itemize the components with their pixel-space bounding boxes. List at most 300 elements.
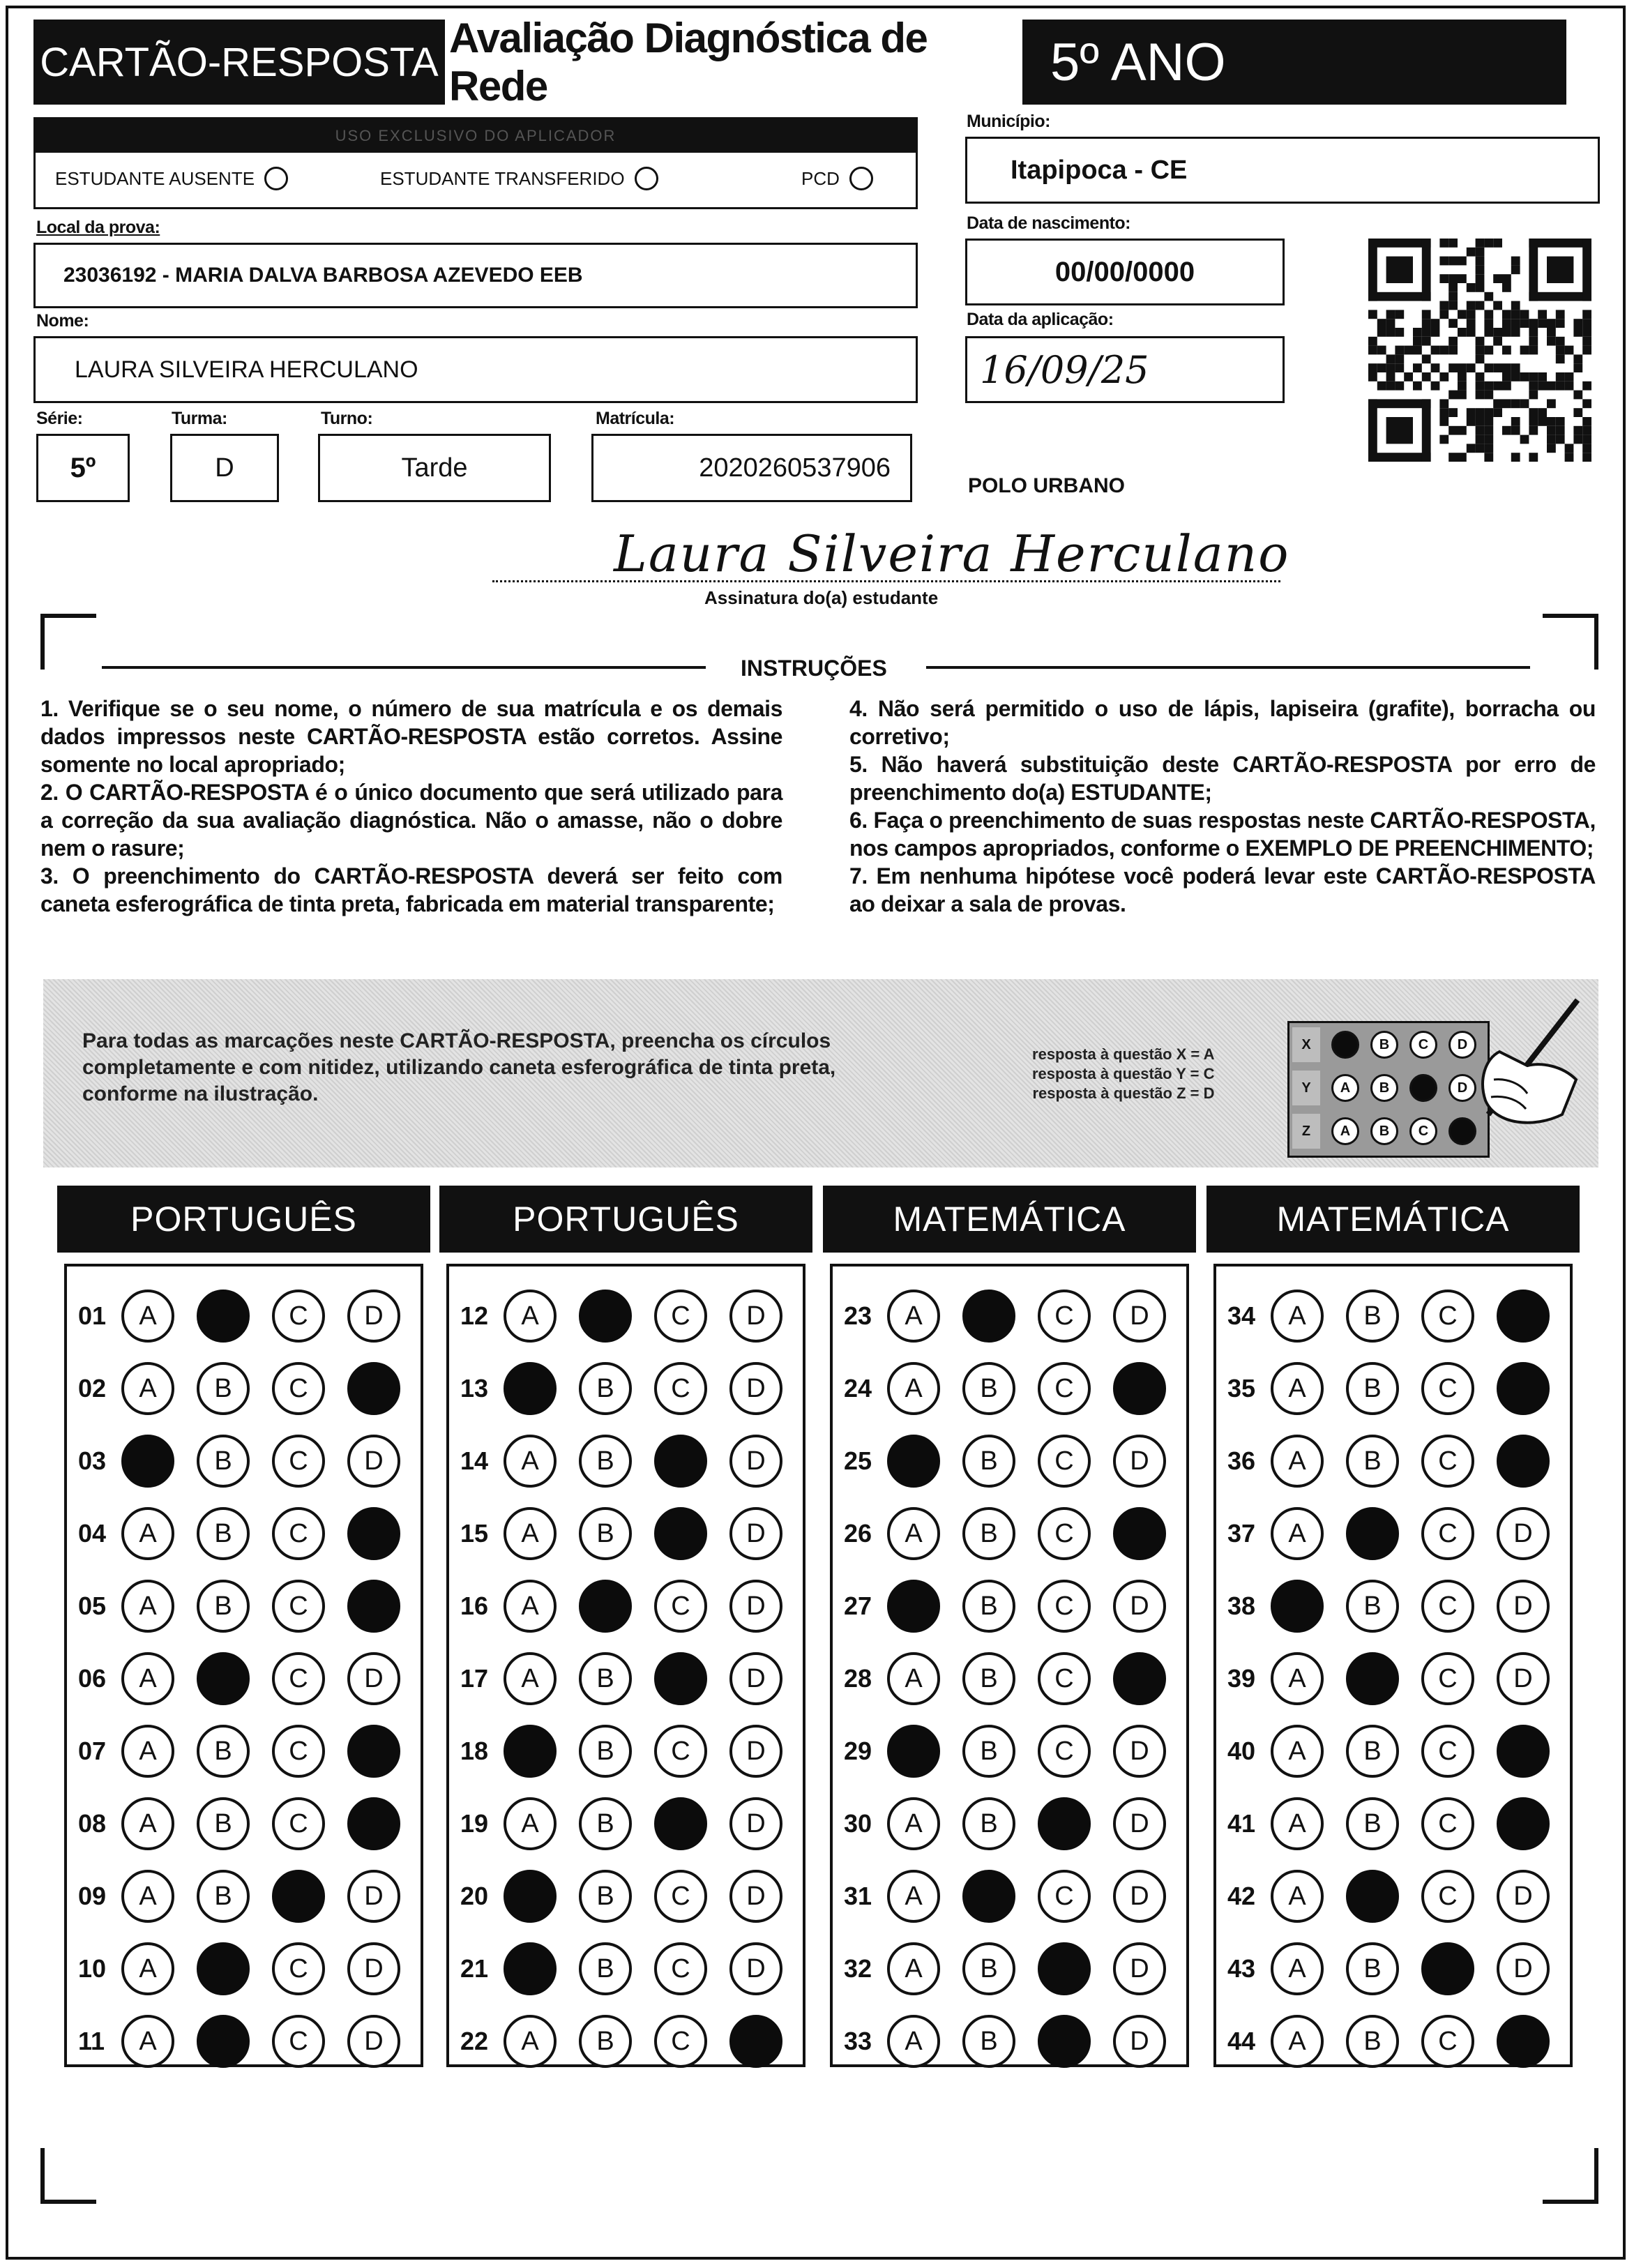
example-legend-x: resposta à questão X = A [1032, 1045, 1215, 1063]
question-row [460, 1792, 805, 1855]
answer-bubble-c[interactable] [1038, 2015, 1091, 2068]
question-number: 43 [1227, 1954, 1256, 1983]
grade-title: 5º ANO [1050, 32, 1226, 92]
answer-bubble-c[interactable]: C [1421, 1435, 1474, 1488]
answer-bubble-d[interactable]: D [729, 1435, 782, 1488]
answer-bubble-c[interactable]: C [272, 1507, 325, 1560]
answer-bubble-c[interactable]: C [272, 1942, 325, 1995]
answer-bubble-c[interactable]: C [654, 1725, 707, 1778]
answer-bubble-b[interactable] [197, 1942, 250, 1995]
answer-bubble-d[interactable]: D [1497, 1870, 1550, 1923]
answer-bubble-d[interactable] [1497, 1435, 1550, 1488]
local-field [33, 243, 918, 308]
answer-bubble-d[interactable]: D [729, 1870, 782, 1923]
answer-bubble-d[interactable]: D [347, 1290, 400, 1343]
answer-bubble-d[interactable]: D [347, 1652, 400, 1705]
answer-bubble-d[interactable]: D [1113, 1725, 1166, 1778]
nome-label: Nome: [36, 311, 89, 331]
answer-bubble-a[interactable] [887, 1435, 940, 1488]
nome-value: LAURA SILVEIRA HERCULANO [75, 356, 418, 383]
instruction-4: 4. Não será permitido o uso de lápis, lapiseira (grafite), borracha ou corretivo; [849, 696, 1596, 749]
answer-bubble-c[interactable]: C [1038, 1507, 1091, 1560]
qr-code-icon [1368, 239, 1591, 462]
question-number: 42 [1227, 1882, 1256, 1910]
option-transferred[interactable] [380, 167, 658, 190]
answer-bubble-c[interactable]: C [272, 1290, 325, 1343]
question-number: 09 [78, 1882, 107, 1910]
answer-bubble-a[interactable]: A [504, 1435, 557, 1488]
question-number: 10 [78, 1954, 107, 1983]
answer-bubble-c[interactable] [654, 1652, 707, 1705]
answer-bubble-a[interactable]: A [121, 1580, 174, 1633]
answer-bubble-a[interactable]: A [121, 1362, 174, 1415]
aplicacao-field [965, 336, 1285, 403]
answer-bubble-d[interactable]: D [729, 1797, 782, 1850]
answer-bubble-d[interactable]: D [729, 1290, 782, 1343]
answer-bubble-a[interactable]: A [1271, 1942, 1324, 1995]
question-number: 20 [460, 1882, 489, 1910]
subject-header-2: PORTUGUÊS [439, 1186, 812, 1253]
answer-bubble-b[interactable]: B [579, 1652, 632, 1705]
answer-bubble-b[interactable]: B [1346, 1797, 1399, 1850]
answer-bubble-c[interactable]: C [1421, 1652, 1474, 1705]
answer-bubble-b[interactable]: B [1346, 2015, 1399, 2068]
answer-bubble-d[interactable] [347, 1362, 400, 1415]
example-bubble-a: A [1331, 1074, 1359, 1102]
answer-bubble-b[interactable]: B [197, 1580, 250, 1633]
answer-bubble-a[interactable]: A [504, 1797, 557, 1850]
answer-bubble-c[interactable]: C [272, 1435, 325, 1488]
subject-header-1: PORTUGUÊS [57, 1186, 430, 1253]
option-pcd[interactable] [801, 167, 873, 190]
example-bubble-a: A [1331, 1117, 1359, 1145]
question-row [1227, 1792, 1572, 1855]
answer-bubble-a[interactable] [504, 1870, 557, 1923]
question-row [844, 1285, 1188, 1347]
question-row [844, 1647, 1188, 1710]
question-row [844, 1865, 1188, 1928]
answer-bubble-a[interactable] [504, 1362, 557, 1415]
answer-bubble-d[interactable]: D [1113, 1435, 1166, 1488]
answer-bubble-a[interactable]: A [1271, 1362, 1324, 1415]
answer-bubble-b[interactable]: B [197, 1362, 250, 1415]
answer-bubble-a[interactable]: A [1271, 1652, 1324, 1705]
municipio-value: Itapipoca - CE [1011, 155, 1188, 185]
example-row-label: Z [1292, 1114, 1320, 1149]
option-absent-circle[interactable] [264, 167, 288, 190]
question-number: 15 [460, 1519, 489, 1548]
municipio-label: Município: [967, 112, 1050, 131]
answer-bubble-d[interactable]: D [1497, 1942, 1550, 1995]
answer-bubble-c[interactable]: C [1038, 1290, 1091, 1343]
example-bubble-b: B [1370, 1117, 1398, 1145]
question-row [1227, 1502, 1572, 1565]
answer-bubble-b[interactable] [1346, 1870, 1399, 1923]
answer-bubble-b[interactable]: B [1346, 1580, 1399, 1633]
question-number: 04 [78, 1519, 107, 1548]
answer-bubble-a[interactable]: A [887, 1797, 940, 1850]
answer-bubble-c[interactable]: C [654, 1942, 707, 1995]
nascimento-label: Data de nascimento: [967, 213, 1131, 233]
example-bubble-c: C [1409, 1031, 1437, 1059]
answer-bubble-c[interactable]: C [272, 1725, 325, 1778]
question-row [460, 1285, 805, 1347]
answer-bubble-d[interactable] [1497, 1290, 1550, 1343]
question-number: 18 [460, 1737, 489, 1765]
instruction-1: 1. Verifique se o seu nome, o número de sua matrícula e os demais dados impressos neste CARTÃO-RESPOSTA estão corretos. Assine somente no local apropriado; [40, 696, 782, 777]
answer-bubble-b[interactable]: B [962, 1507, 1015, 1560]
answer-bubble-c[interactable]: C [654, 2015, 707, 2068]
answer-bubble-a[interactable]: A [121, 1725, 174, 1778]
instructions-title: INSTRUÇÕES [741, 656, 887, 681]
question-row [78, 1937, 423, 2000]
answer-bubble-d[interactable]: D [1113, 2015, 1166, 2068]
answer-bubble-b[interactable]: B [579, 1362, 632, 1415]
corner-mark-bottom-left [40, 2148, 96, 2204]
question-number: 26 [844, 1519, 872, 1548]
corner-mark-bottom-right [1543, 2148, 1598, 2204]
answer-bubble-c[interactable]: C [272, 1580, 325, 1633]
answer-bubble-b[interactable] [197, 1290, 250, 1343]
question-number: 36 [1227, 1446, 1256, 1475]
question-row [844, 1502, 1188, 1565]
answer-bubble-a[interactable]: A [887, 1290, 940, 1343]
question-number: 08 [78, 1809, 107, 1838]
answer-bubble-d[interactable]: D [347, 2015, 400, 2068]
answer-bubble-d[interactable]: D [1113, 1870, 1166, 1923]
answer-bubble-d[interactable]: D [1113, 1580, 1166, 1633]
answer-bubble-a[interactable] [1271, 1580, 1324, 1633]
answer-bubble-d[interactable]: D [1497, 1507, 1550, 1560]
question-row [78, 1357, 423, 1420]
question-number: 19 [460, 1809, 489, 1838]
question-number: 24 [844, 1374, 872, 1403]
answer-bubble-b[interactable]: B [579, 1942, 632, 1995]
answer-bubble-d[interactable] [1497, 1797, 1550, 1850]
answer-bubble-a[interactable]: A [1271, 1435, 1324, 1488]
turno-label: Turno: [321, 409, 373, 428]
answer-bubble-a[interactable]: A [887, 1652, 940, 1705]
answer-bubble-d[interactable]: D [347, 1870, 400, 1923]
answer-bubble-c[interactable]: C [1421, 1797, 1474, 1850]
card-title-block [33, 20, 445, 105]
signature-label: Assinatura do(a) estudante [704, 587, 939, 608]
question-row [1227, 1575, 1572, 1638]
question-number: 30 [844, 1809, 872, 1838]
option-transferred-circle[interactable] [635, 167, 658, 190]
answer-bubble-d[interactable]: D [729, 1652, 782, 1705]
answer-bubble-c[interactable]: C [654, 1580, 707, 1633]
answer-bubble-d[interactable] [1497, 1362, 1550, 1415]
answer-bubble-a[interactable]: A [504, 1580, 557, 1633]
example-legend-z: resposta à questão Z = D [1032, 1084, 1215, 1102]
answer-bubble-c[interactable]: C [1038, 1725, 1091, 1778]
answer-bubble-b[interactable]: B [197, 1870, 250, 1923]
question-row [78, 1865, 423, 1928]
answer-bubble-c[interactable]: C [1421, 2015, 1474, 2068]
answer-bubble-c[interactable]: C [1038, 1580, 1091, 1633]
answer-bubble-a[interactable]: A [504, 1652, 557, 1705]
question-number: 25 [844, 1446, 872, 1475]
answer-bubble-b[interactable]: B [962, 1942, 1015, 1995]
answer-bubble-d[interactable]: D [1113, 1942, 1166, 1995]
question-row [1227, 1430, 1572, 1492]
serie-value: 5º [70, 452, 96, 483]
answer-bubble-c[interactable]: C [1038, 1435, 1091, 1488]
option-pcd-circle[interactable] [849, 167, 873, 190]
question-number: 02 [78, 1374, 107, 1403]
option-absent[interactable] [55, 167, 288, 190]
instruction-2: 2. O CARTÃO-RESPOSTA é o único documento que será utilizado para a correção da sua avaliação diagnóstica. Não o amasse, não o dobre nem o rasure; [40, 780, 782, 861]
applicator-title: USO EXCLUSIVO DO APLICADOR [335, 127, 616, 144]
answer-bubble-b[interactable] [579, 1580, 632, 1633]
question-row [844, 1937, 1188, 2000]
question-number: 12 [460, 1301, 489, 1330]
answer-bubble-b[interactable]: B [197, 1797, 250, 1850]
turma-value: D [215, 453, 234, 483]
answer-bubble-d[interactable]: D [729, 1362, 782, 1415]
matricula-field [591, 434, 912, 502]
answer-bubble-d[interactable] [729, 2015, 782, 2068]
question-row [460, 1502, 805, 1565]
answer-bubble-a[interactable]: A [121, 1870, 174, 1923]
answer-bubble-d[interactable] [1113, 1652, 1166, 1705]
question-row [844, 1430, 1188, 1492]
question-number: 17 [460, 1664, 489, 1693]
question-number: 01 [78, 1301, 107, 1330]
answer-bubble-d[interactable] [347, 1725, 400, 1778]
answer-bubble-b[interactable]: B [197, 1435, 250, 1488]
question-number: 11 [78, 2027, 105, 2055]
answer-bubble-b[interactable] [1346, 1652, 1399, 1705]
question-number: 03 [78, 1446, 107, 1475]
answer-bubble-b[interactable]: B [579, 1797, 632, 1850]
question-number: 32 [844, 1954, 872, 1983]
answer-bubble-a[interactable]: A [887, 1362, 940, 1415]
answer-bubble-d[interactable] [1497, 2015, 1550, 2068]
answer-bubble-b[interactable]: B [197, 1507, 250, 1560]
answer-bubble-c[interactable] [654, 1507, 707, 1560]
instructions-rule-right [926, 666, 1530, 669]
answer-bubble-c[interactable]: C [1421, 1580, 1474, 1633]
answer-bubble-b[interactable]: B [962, 1725, 1015, 1778]
answer-bubble-a[interactable]: A [887, 2015, 940, 2068]
answer-bubble-a[interactable]: A [504, 1507, 557, 1560]
answer-bubble-a[interactable] [887, 1580, 940, 1633]
nome-field [33, 336, 918, 403]
question-row [460, 1720, 805, 1783]
exam-title: Avaliação Diagnóstica de Rede [449, 15, 928, 109]
answer-bubble-b[interactable]: B [579, 2015, 632, 2068]
answer-bubble-a[interactable]: A [887, 1507, 940, 1560]
answer-bubble-c[interactable]: C [654, 1870, 707, 1923]
answer-bubble-c[interactable] [1038, 1797, 1091, 1850]
answer-bubble-c[interactable] [1038, 1942, 1091, 1995]
answer-bubble-b[interactable]: B [579, 1507, 632, 1560]
answer-bubble-c[interactable] [272, 1870, 325, 1923]
signature-value: Laura Silveira Herculano [614, 524, 1290, 583]
answer-bubble-b[interactable]: B [579, 1870, 632, 1923]
answer-bubble-a[interactable]: A [121, 1652, 174, 1705]
question-row [78, 1430, 423, 1492]
answer-bubble-c[interactable]: C [1421, 1290, 1474, 1343]
question-number: 14 [460, 1446, 489, 1475]
answer-bubble-d[interactable]: D [347, 1435, 400, 1488]
answer-bubble-b[interactable]: B [197, 1725, 250, 1778]
answer-bubble-a[interactable]: A [121, 1290, 174, 1343]
answer-bubble-d[interactable] [347, 1507, 400, 1560]
answer-bubble-c[interactable]: C [272, 2015, 325, 2068]
answer-bubble-b[interactable]: B [579, 1435, 632, 1488]
question-row [460, 1647, 805, 1710]
hand-pen-icon [1458, 996, 1583, 1135]
question-row [460, 1430, 805, 1492]
answer-bubble-c[interactable]: C [272, 1362, 325, 1415]
answer-bubble-d[interactable] [347, 1797, 400, 1850]
answer-bubble-b[interactable] [962, 1290, 1015, 1343]
answer-bubble-c[interactable]: C [272, 1797, 325, 1850]
question-number: 07 [78, 1737, 107, 1765]
answer-bubble-c[interactable]: C [654, 1362, 707, 1415]
aplicacao-value: 16/09/25 [980, 347, 1149, 392]
aplicacao-label: Data da aplicação: [967, 310, 1114, 329]
answer-bubble-a[interactable]: A [1271, 1870, 1324, 1923]
answer-bubble-b[interactable] [1346, 1507, 1399, 1560]
answer-bubble-a[interactable]: A [887, 1942, 940, 1995]
turno-field [318, 434, 551, 502]
answer-bubble-d[interactable]: D [729, 1725, 782, 1778]
question-row [1227, 1285, 1572, 1347]
exam-title-block [449, 15, 1018, 109]
question-row [1227, 1357, 1572, 1420]
instructions-right [849, 695, 1596, 918]
answer-bubble-c[interactable]: C [1038, 1652, 1091, 1705]
answer-bubble-a[interactable]: A [1271, 1725, 1324, 1778]
instruction-5: 5. Não haverá substituição deste CARTÃO-RESPOSTA por erro de preenchimento do(a) ESTUDANTE; [849, 752, 1596, 805]
question-row [460, 1357, 805, 1420]
answer-bubble-d[interactable]: D [1113, 1797, 1166, 1850]
answer-bubble-d[interactable] [1497, 1725, 1550, 1778]
answer-bubble-b[interactable]: B [1346, 1725, 1399, 1778]
answer-bubble-a[interactable]: A [121, 2015, 174, 2068]
answer-bubble-c[interactable] [654, 1797, 707, 1850]
answer-bubble-b[interactable]: B [962, 1797, 1015, 1850]
question-row [78, 1720, 423, 1783]
answer-bubble-a[interactable]: A [887, 1870, 940, 1923]
answer-bubble-b[interactable]: B [1346, 1942, 1399, 1995]
answer-bubble-d[interactable]: D [1113, 1290, 1166, 1343]
answer-bubble-d[interactable] [347, 1580, 400, 1633]
answer-bubble-d[interactable] [1113, 1362, 1166, 1415]
answer-bubble-c[interactable]: C [1421, 1362, 1474, 1415]
nascimento-value: 00/00/0000 [1054, 256, 1195, 287]
answer-bubble-a[interactable] [504, 1942, 557, 1995]
answer-bubble-d[interactable]: D [729, 1580, 782, 1633]
example-bubble-b: B [1370, 1074, 1398, 1102]
answer-bubble-c[interactable]: C [1421, 1507, 1474, 1560]
answer-bubble-d[interactable]: D [729, 1942, 782, 1995]
option-transferred-label: ESTUDANTE TRANSFERIDO [380, 167, 625, 189]
answer-bubble-b[interactable]: B [1346, 1290, 1399, 1343]
local-label: Local da prova: [36, 218, 160, 237]
answer-bubble-b[interactable]: B [962, 1580, 1015, 1633]
example-legend-y: resposta à questão Y = C [1032, 1065, 1215, 1082]
turno-value: Tarde [401, 453, 468, 483]
answer-bubble-b[interactable] [197, 2015, 250, 2068]
answer-bubble-b[interactable]: B [962, 1652, 1015, 1705]
answer-bubble-a[interactable]: A [121, 1942, 174, 1995]
answer-bubble-c[interactable]: C [1038, 1362, 1091, 1415]
answer-bubble-d[interactable]: D [1497, 1580, 1550, 1633]
question-row [460, 1575, 805, 1638]
question-number: 41 [1227, 1809, 1256, 1838]
grade-title-block [1022, 20, 1566, 105]
answer-bubble-a[interactable]: A [504, 1290, 557, 1343]
question-number: 22 [460, 2027, 489, 2055]
answer-bubble-a[interactable]: A [121, 1797, 174, 1850]
answer-bubble-b[interactable]: B [962, 2015, 1015, 2068]
question-number: 23 [844, 1301, 872, 1330]
answer-bubble-c[interactable] [1421, 1942, 1474, 1995]
question-row [1227, 1647, 1572, 1710]
instructions-rule-left [102, 666, 706, 669]
answer-bubble-a[interactable]: A [1271, 1290, 1324, 1343]
instructions-left [40, 695, 782, 918]
question-number: 05 [78, 1592, 107, 1620]
example-row-label: X [1292, 1027, 1320, 1062]
answer-bubble-b[interactable]: B [1346, 1435, 1399, 1488]
answer-bubble-d[interactable]: D [347, 1942, 400, 1995]
applicator-header [36, 119, 916, 153]
answer-bubble-a[interactable] [887, 1725, 940, 1778]
answer-bubble-b[interactable] [197, 1652, 250, 1705]
answer-bubble-a[interactable]: A [504, 2015, 557, 2068]
answer-bubble-c[interactable]: C [1421, 1870, 1474, 1923]
turma-label: Turma: [172, 409, 227, 428]
answer-bubble-a[interactable]: A [1271, 2015, 1324, 2068]
answer-bubble-c[interactable]: C [1421, 1725, 1474, 1778]
answer-bubble-c[interactable]: C [272, 1652, 325, 1705]
answer-bubble-b[interactable]: B [962, 1435, 1015, 1488]
example-bubble-c: C [1409, 1117, 1437, 1145]
answer-bubble-c[interactable] [654, 1435, 707, 1488]
answer-bubble-d[interactable]: D [1497, 1652, 1550, 1705]
answer-bubble-b[interactable]: B [1346, 1362, 1399, 1415]
question-row [844, 1575, 1188, 1638]
answer-bubble-b[interactable] [962, 1870, 1015, 1923]
serie-field [36, 434, 130, 502]
answer-bubble-b[interactable]: B [579, 1725, 632, 1778]
question-number: 29 [844, 1737, 872, 1765]
answer-bubble-a[interactable] [121, 1435, 174, 1488]
answer-bubble-a[interactable]: A [1271, 1507, 1324, 1560]
answer-bubble-a[interactable]: A [121, 1507, 174, 1560]
answer-bubble-c[interactable]: C [1038, 1870, 1091, 1923]
answer-bubble-a[interactable] [504, 1725, 557, 1778]
card-title: CARTÃO-RESPOSTA [40, 39, 439, 85]
answer-bubble-d[interactable]: D [729, 1507, 782, 1560]
answer-bubble-b[interactable]: B [962, 1362, 1015, 1415]
answer-bubble-a[interactable]: A [1271, 1797, 1324, 1850]
subject-header-3: MATEMÁTICA [823, 1186, 1196, 1253]
example-bubble-d: D [1448, 1074, 1476, 1102]
municipio-field [965, 137, 1600, 204]
answer-bubble-d[interactable] [1113, 1507, 1166, 1560]
polo-text: POLO URBANO [968, 474, 1125, 497]
answer-bubble-c[interactable]: C [654, 1290, 707, 1343]
answer-bubble-b[interactable] [579, 1290, 632, 1343]
question-row [78, 1285, 423, 1347]
